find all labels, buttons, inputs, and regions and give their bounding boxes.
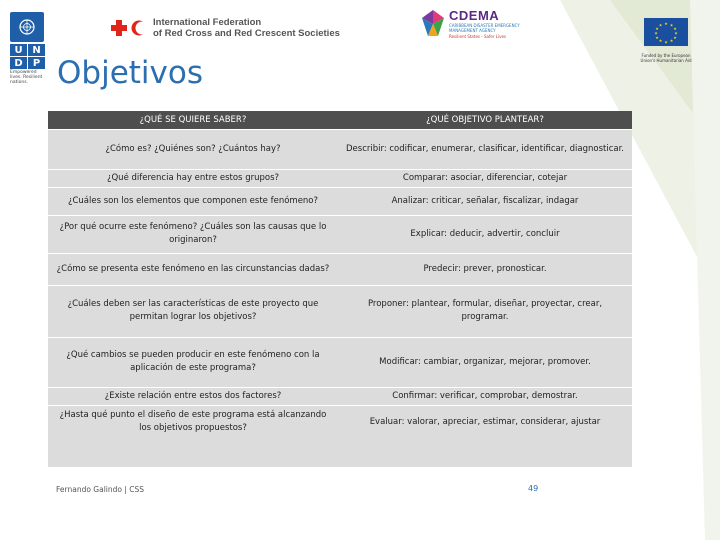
red-cross-icon (110, 19, 128, 37)
table-row (48, 405, 632, 439)
svg-text:★: ★ (655, 35, 659, 40)
table-row (48, 253, 632, 285)
svg-text:★: ★ (664, 39, 668, 45)
question-cell: ¿Existe relación entre estos dos factores? (48, 387, 338, 405)
table-row (48, 187, 632, 215)
objective-cell: Comparar: asociar, diferenciar, cotejar (338, 169, 632, 187)
undp-tagline: Empowered lives. Resilient nations. (10, 70, 43, 85)
red-crescent-icon (131, 19, 147, 37)
question-cell: ¿Hasta qué punto el diseño de este programa está alcanzando los objetivos propuestos? (48, 405, 338, 439)
ifrc-name-line2: of Red Cross and Red Crescent Societies (153, 28, 340, 39)
question-cell: ¿Por qué ocurre este fenómeno? ¿Cuáles son las causas que lo originaron? (48, 215, 338, 253)
table-row (48, 169, 632, 187)
footer-author: Fernando Galindo | CSS (56, 485, 145, 494)
question-cell: ¿Qué diferencia hay entre estos grupos? (48, 169, 338, 187)
svg-text:★: ★ (673, 35, 677, 40)
objective-cell: Analizar: criticar, señalar, fiscalizar, indagar (338, 187, 632, 215)
objective-cell: Describir: codificar, enumerar, clasificar, identificar, diagnosticar. (338, 129, 632, 169)
ifrc-logo (110, 17, 340, 39)
undp-letter: P (28, 57, 45, 69)
ifrc-name-line1: International Federation (153, 17, 262, 28)
eu-caption: Funded by the European Union's Humanitarian Aid (640, 53, 692, 63)
undp-logo (10, 12, 46, 86)
question-cell: ¿Cómo es? ¿Quiénes son? ¿Cuántos hay? (48, 129, 338, 169)
cdema-emblem-icon (420, 8, 446, 38)
objectives-table (48, 111, 632, 467)
svg-text:★: ★ (674, 30, 678, 36)
svg-text:★: ★ (655, 26, 659, 31)
objective-cell: Modificar: cambiar, organizar, mejorar, promover. (338, 337, 632, 387)
table-row (48, 387, 632, 405)
objective-cell: Predecir: prever, pronosticar. (338, 253, 632, 285)
objective-cell: Explicar: deducir, advertir, concluir (338, 215, 632, 253)
svg-text:★: ★ (658, 22, 663, 28)
undp-letter: N (28, 44, 45, 56)
column-header-question: ¿QUÉ SE QUIERE SABER? (48, 111, 338, 129)
objective-cell: Confirmar: verificar, comprobar, demostrar. (338, 387, 632, 405)
undp-letter: D (10, 57, 27, 69)
cdema-tagline: Resilient States - Safer Lives (449, 34, 506, 39)
question-cell: ¿Cómo se presenta este fenómeno en las circunstancias dadas? (48, 253, 338, 285)
svg-text:★: ★ (669, 38, 674, 43)
table-row (48, 215, 632, 253)
table-row (48, 129, 632, 169)
svg-text:★: ★ (673, 26, 677, 31)
undp-letters (10, 44, 46, 69)
undp-letter: U (10, 44, 27, 56)
question-cell: ¿Cuáles son los elementos que componen este fenómeno? (48, 187, 338, 215)
svg-text:★: ★ (669, 22, 674, 28)
page-title: Objetivos (57, 55, 203, 91)
eu-logo (634, 18, 698, 63)
objective-cell: Evaluar: valorar, apreciar, estimar, considerar, ajustar (338, 405, 632, 439)
un-emblem-icon (10, 12, 44, 42)
svg-text:★: ★ (658, 38, 663, 43)
svg-text:★: ★ (664, 21, 668, 26)
svg-text:★: ★ (654, 30, 658, 36)
eu-flag-icon (644, 18, 688, 46)
page-number: 49 (528, 484, 539, 493)
table-header-row (48, 111, 632, 129)
objective-cell: Proponer: plantear, formular, diseñar, proyectar, crear, programar. (338, 285, 632, 337)
table-row (48, 337, 632, 387)
cdema-logo (420, 8, 539, 39)
column-header-objective: ¿QUÉ OBJETIVO PLANTEAR? (338, 111, 632, 129)
cdema-subtitle: CARIBBEAN DISASTER EMERGENCY MANAGEMENT AGENCY (449, 23, 520, 33)
question-cell: ¿Cuáles deben ser las características de este proyecto que permitan lograr los objetivos? (48, 285, 338, 337)
question-cell: ¿Qué cambios se pueden producir en este fenómeno con la aplicación de este programa? (48, 337, 338, 387)
cdema-title: CDEMA (449, 8, 500, 23)
table-row (48, 285, 632, 337)
